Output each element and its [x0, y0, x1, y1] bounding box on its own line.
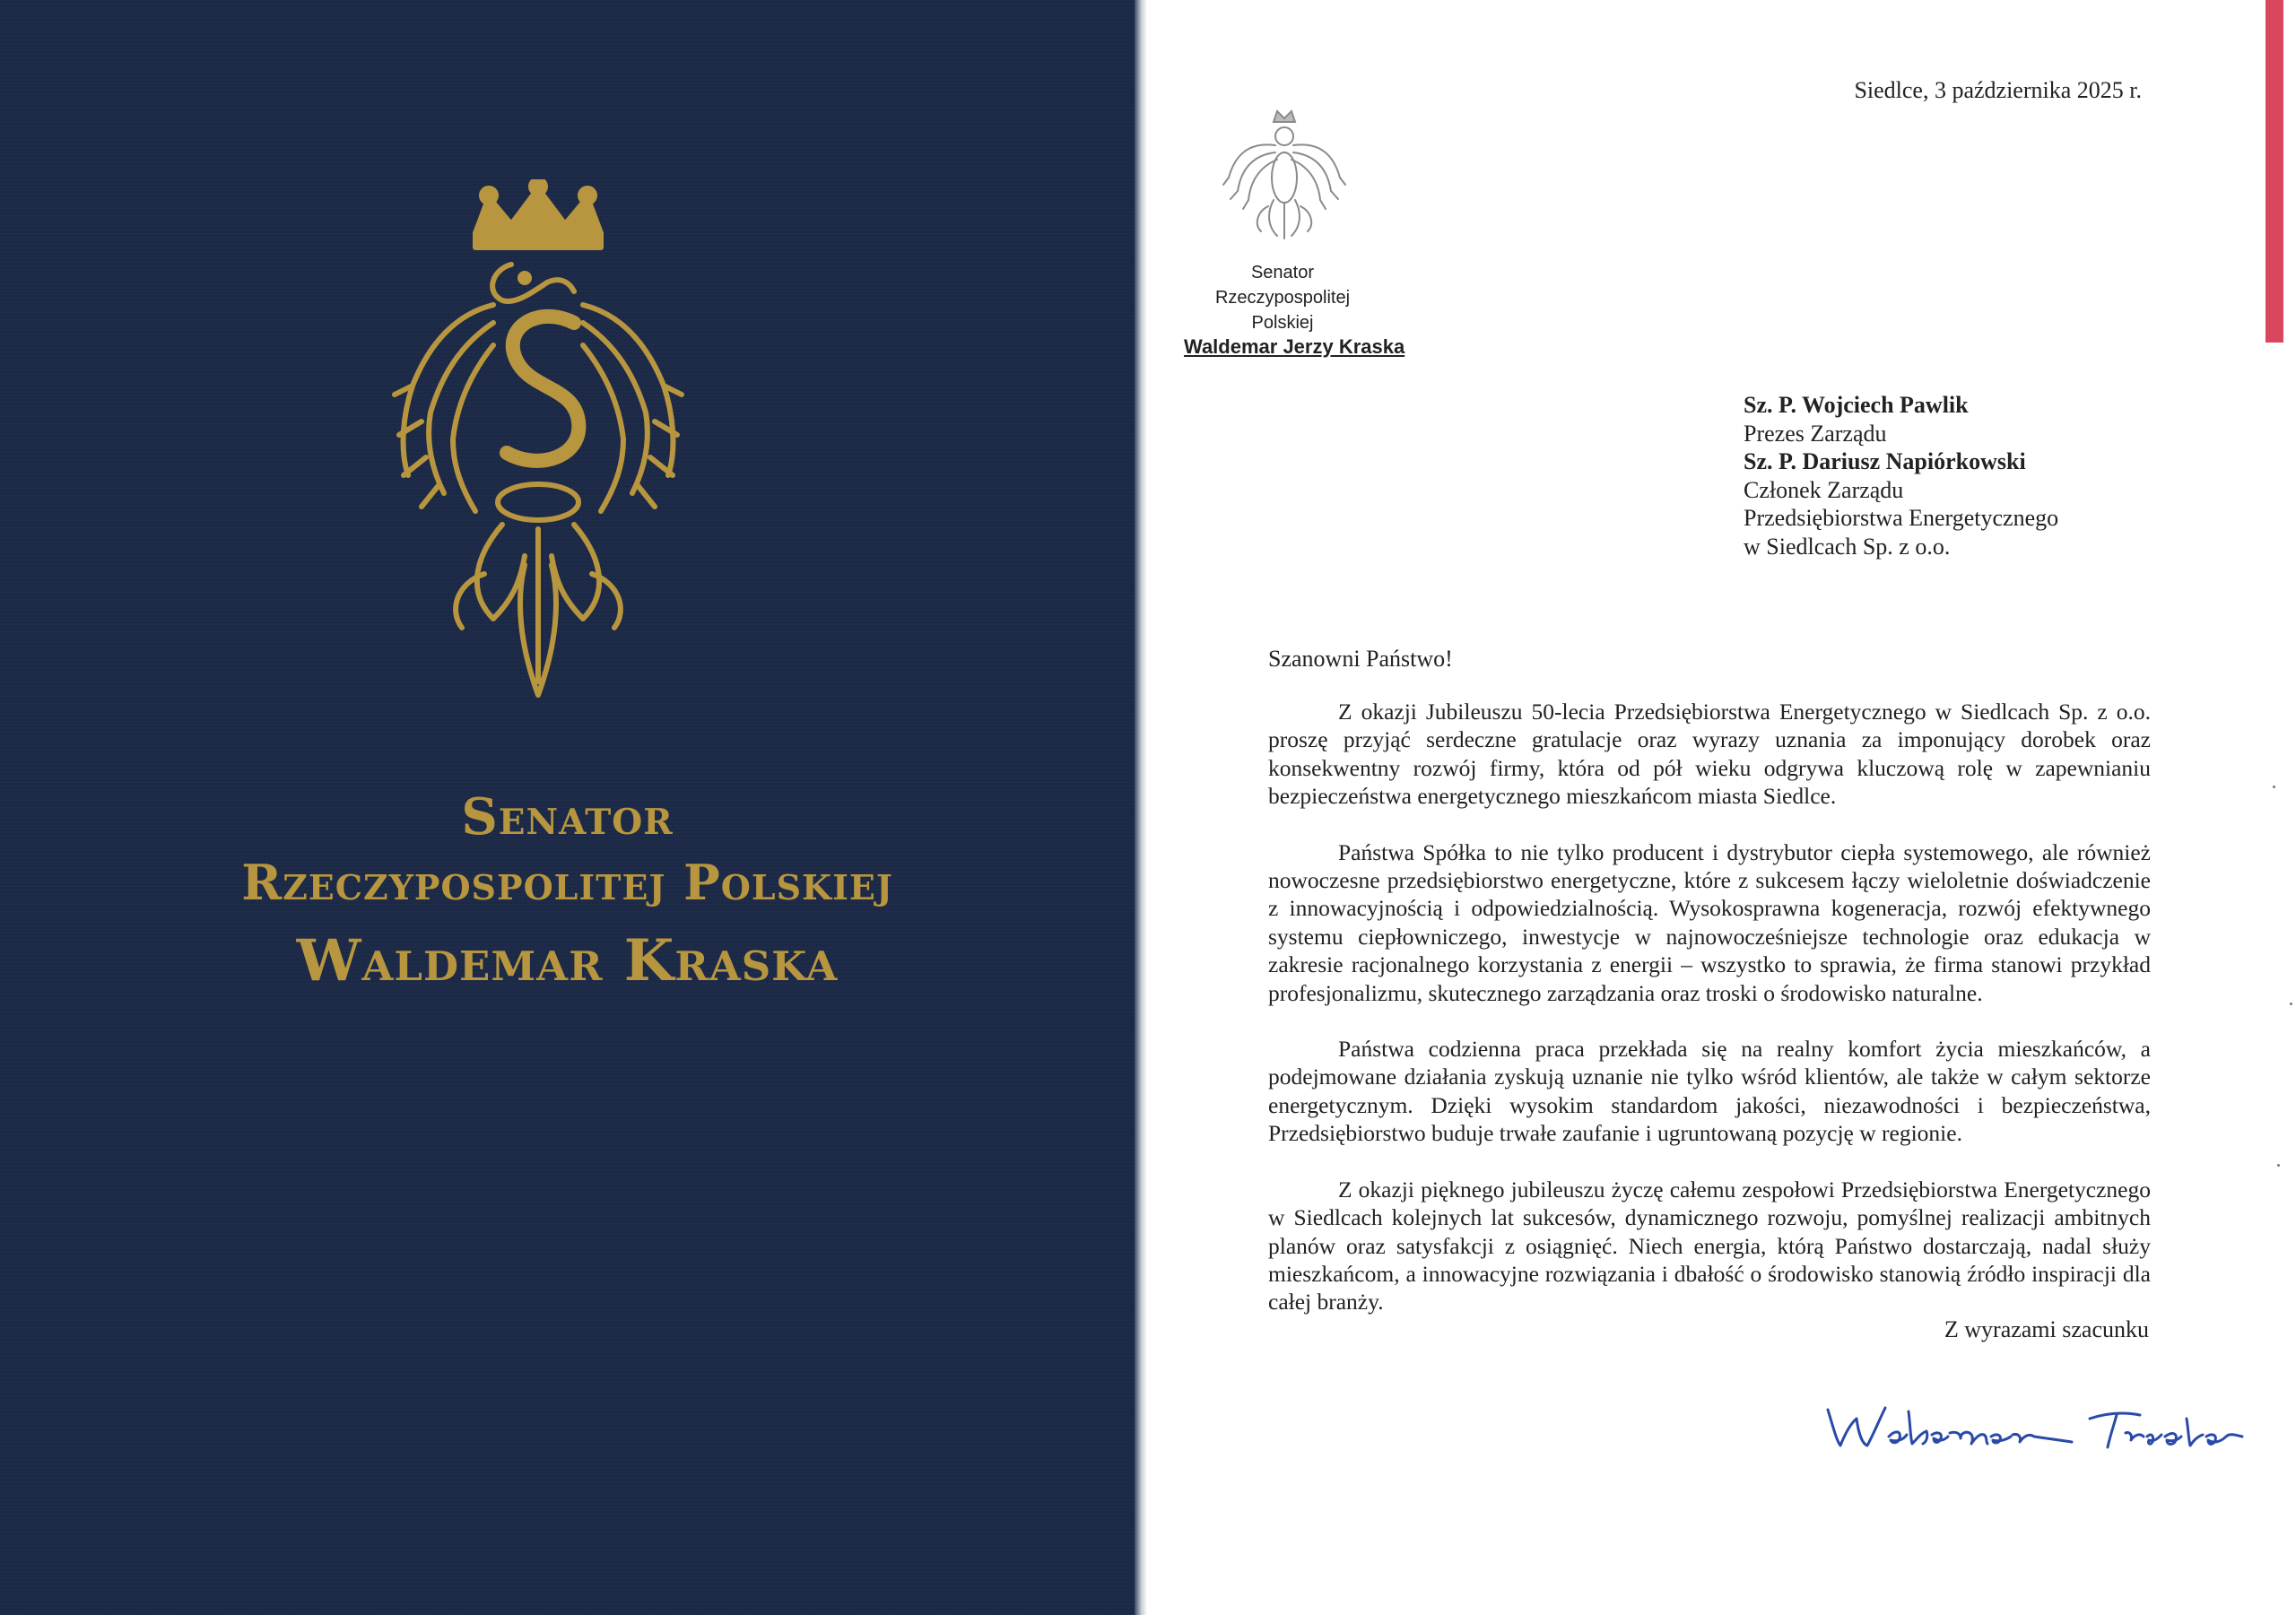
sender-name: Waldemar Jerzy Kraska — [1184, 335, 1405, 358]
cover-title-senator: Senator — [461, 787, 674, 847]
paragraph-3: Państwa codzienna praca przekłada się na realny komfort życia mieszkańców, a podejmowane działania zyskują uznanie nie tylko wśród klientów, ale także w całym sektorze energetycznym. Dzięki wysokim standardom jakości, niezawodności i bezpieczeństwa, Przedsiębiorstwo buduje trwałe zaufanie i ugruntowaną pozycję w regionie. — [1268, 1036, 2151, 1147]
recipient-company-2: w Siedlcach Sp. z o.o. — [1744, 533, 1951, 560]
recipient-company-1: Przedsiębiorstwa Energetycznego — [1744, 505, 2059, 531]
sender-block — [1182, 260, 1383, 335]
sender-subtitle: Rzeczypospolitej Polskiej — [1214, 288, 1351, 333]
recipient-role-1: Prezes Zarządu — [1744, 420, 1887, 447]
cover-panel — [0, 0, 1135, 1615]
greeting: Szanowni Państwo! — [1268, 646, 1453, 672]
closing: Z wyrazami szacunku — [1944, 1316, 2149, 1342]
senate-eagle-emblem-icon — [359, 179, 718, 717]
scan-speck — [2273, 786, 2275, 788]
paragraph-4: Z okazji pięknego jubileuszu życzę całemu zespołowi Przedsiębiorstwa Energetycznego w Siedlcach kolejnych lat sukcesów, dynamicznego rozwoju, pomyślnej realizacji ambitnych planów oraz satysfakcji z osiągnięć. Niech energia, którą Państwo dostarczają, nadal służy mieszkańcom, a innowacyjne rozwiązania i dbałość o środowisko stanowią źródło inspiracji dla całej branży. — [1268, 1176, 2151, 1315]
recipients-block — [1744, 391, 2058, 560]
cover-title-republic: Rzeczypospolitej Polskiej — [241, 854, 893, 911]
cover-title-name: Waldemar Kraska — [296, 927, 839, 994]
scan-speck — [2290, 1003, 2292, 1005]
scan-speck — [2277, 1164, 2280, 1167]
paragraph-1: Z okazji Jubileuszu 50-lecia Przedsiębiorstwa Energetycznego w Siedlcach Sp. z o.o. proszę przyjąć serdeczne gratulacje oraz wyrazy uznania za imponujący dorobek oraz konsekwentny rozwój firmy, która od pół wieku odgrywa kluczową rolę w zapewnianiu bezpieczeństwa energetycznego mieszkańcom miasta Siedlce. — [1268, 699, 2151, 810]
cover-edge — [1135, 0, 1147, 1615]
paragraph-2: Państwa Spółka to nie tylko producent i dystrybutor ciepła systemowego, ale również nowoczesne przedsiębiorstwo energetyczne, które z sukcesem łączy wieloletnie doświadczenie z innowacyjnością i odpowiedzialnością. Wysokosprawna kogeneracja, rozwój efektywnego systemu ciepłowniczego, inwestycje w najnowocześniejsze technologie oraz edukacja w zakresie racjonalnego korzystania z energii – wszystko to sprawia, że firma stanowi przykład profesjonalizmu, skutecznego zarządzania oraz troski o środowisko naturalne. — [1268, 838, 2151, 1006]
handwritten-signature — [1821, 1392, 2251, 1463]
letter-date: Siedlce, 3 października 2025 r. — [1854, 77, 2142, 103]
letter-body — [1268, 698, 2151, 1344]
polish-eagle-icon — [1222, 106, 1347, 240]
recipient-name-2: Sz. P. Dariusz Napiórkowski — [1744, 448, 2026, 474]
recipient-name-1: Sz. P. Wojciech Pawlik — [1744, 392, 1969, 418]
accent-strip — [2266, 0, 2283, 343]
recipient-role-2: Członek Zarządu — [1744, 476, 1904, 503]
sender-title: Senator — [1250, 263, 1315, 282]
